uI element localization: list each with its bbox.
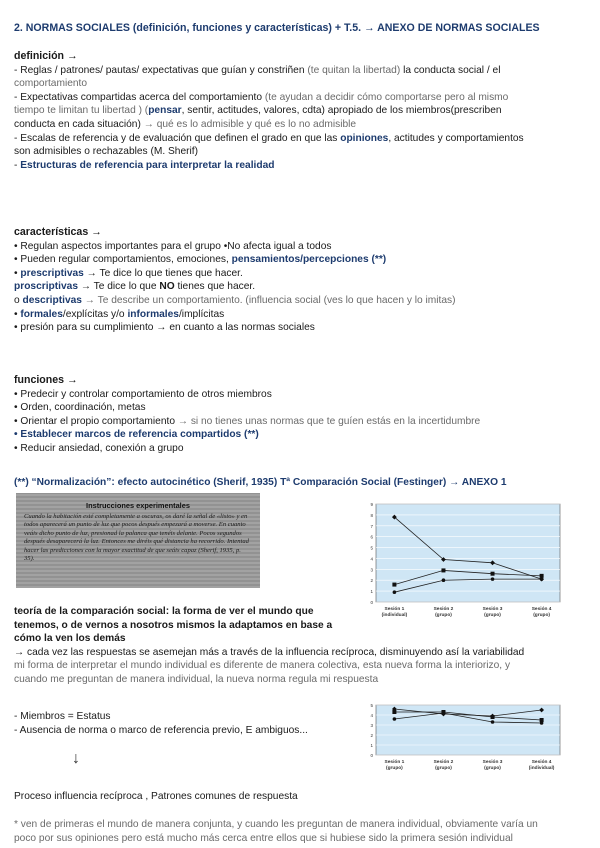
caracteristicas-line-2	[14, 253, 590, 267]
x-tick-label: Sesión 2	[433, 607, 454, 612]
y-tick-label: 5	[370, 545, 373, 551]
x-tick-label: (individual)	[528, 766, 555, 771]
photo-text: Cuando la habitación esté completamente a oscuras, os daré la señal de «listo» y en todos aparecerá un punto de luz que pocos después empezará a moverse. En cuanto veáis dicho punto de luz, presionad la palanca que tenéis delante. Pocos segundos después desaparecerá la luz. Entonces me diréis qué distancia ha recorrido. Intentad hacer las predicciones con la mayor exactitud de que seáis capaz (Sherif, 1935, p. 35).	[24, 513, 249, 563]
miembros-line-2: - Ausencia de norma o marco de referencia previo, E ambiguos...	[14, 724, 308, 736]
caracteristicas-section	[14, 226, 590, 335]
definicion-heading: definición →	[14, 50, 78, 62]
data-point-circle	[442, 711, 446, 715]
teoria-line-1: teoría de la comparación social: la forma de ver el mundo que	[14, 606, 314, 617]
text: descriptivas	[22, 294, 82, 306]
definicion-line-8	[14, 159, 590, 173]
text: NO	[159, 281, 175, 293]
text: → Te dice lo que	[77, 281, 160, 293]
definicion-section	[14, 50, 590, 172]
data-point-square	[392, 583, 396, 587]
data-point-square	[491, 572, 495, 576]
text: → si no tienes unas normas que te guíen estás en la incertidumbre	[177, 415, 481, 427]
note-line-2: poco por sus opiniones pero está mucho más cerca entre ellos que si hubiese sido la primera sesión individual	[14, 832, 513, 844]
text: proscriptivas	[14, 281, 78, 293]
caracteristicas-line-5	[14, 294, 590, 308]
text: -	[14, 159, 21, 171]
teoria-line-5: mi forma de interpretar el mundo individual es diferente de manera colectiva, esta nueva forma la interiorizo, y	[14, 660, 511, 672]
text: informales	[127, 308, 179, 320]
text: formales	[20, 308, 63, 320]
definicion-line-5	[14, 118, 590, 132]
caracteristicas-line-7: • presión para su cumplimiento → en cuanto a las normas sociales	[14, 322, 315, 334]
y-tick-label: 9	[370, 502, 373, 507]
normalizacion-heading: (**) “Normalización”: efecto autocinético (Sherif, 1935) Tª Comparación Social (Festinger) → ANEXO 1	[14, 477, 507, 488]
y-tick-label: 6	[370, 534, 373, 540]
instructions-photo	[16, 493, 260, 588]
definicion-line-7: son admisibles o rechazables (M. Sherif)	[14, 146, 199, 158]
y-tick-label: 7	[370, 523, 373, 529]
text: , actitudes y comportamientos	[388, 132, 524, 144]
x-tick-label: (grupo)	[533, 613, 550, 618]
funciones-section	[14, 374, 590, 456]
miembros-section	[14, 710, 344, 737]
teoria-line-3: cómo la ven los demás	[14, 633, 126, 645]
text: • Orientar el propio comportamiento	[14, 415, 178, 427]
x-tick-label: (grupo)	[386, 766, 403, 771]
teoria-line-6: cuando me preguntan de manera individual, la nueva norma regula mi respuesta	[14, 673, 379, 685]
text: , sentir, actitudes, valores, cdta) apropiado de los miembros(prescriben	[181, 105, 502, 117]
teoria-line-4: → cada vez las respuestas se asemejan más a través de la influencia recíproca, disminuyendo así la variabilidad	[14, 646, 525, 658]
x-tick-label: Sesión 1	[384, 607, 405, 612]
text: la conducta social / el	[400, 64, 501, 76]
x-tick-label: (grupo)	[484, 613, 501, 618]
x-tick-label: (grupo)	[484, 766, 501, 771]
text: pensamientos/percepciones (**)	[231, 254, 387, 266]
text: - Expectativas compartidas acerca del comportamiento	[14, 91, 265, 103]
caracteristicas-line-4	[14, 280, 590, 294]
text: tiempo te limitan tu libertad ) (	[14, 105, 149, 117]
text: → Te describe un comportamiento. (influencia social (ves lo que hacen y lo imitas)	[81, 294, 456, 306]
text: (te quitan la libertad)	[307, 64, 401, 76]
funciones-line-3	[14, 415, 590, 429]
data-point-circle	[491, 720, 495, 724]
note-section	[14, 818, 590, 845]
definicion-line-1	[14, 64, 590, 78]
caracteristicas-heading: características →	[14, 226, 102, 238]
data-point-circle	[393, 717, 397, 721]
plot-area	[376, 504, 560, 602]
y-tick-label: 5	[370, 703, 373, 708]
funciones-line-4: • Establecer marcos de referencia compartidos (**)	[14, 429, 259, 441]
data-point-circle	[393, 590, 397, 594]
text: prescriptivas	[20, 267, 84, 279]
chart-group-to-individual	[364, 702, 564, 772]
text: •	[14, 267, 21, 279]
y-tick-label: 4	[370, 556, 373, 562]
text: - Escalas de referencia y de evaluación que definen el grado en que las	[14, 132, 341, 144]
funciones-line-2: • Orden, coordinación, metas	[14, 402, 146, 414]
text: opiniones	[340, 132, 389, 144]
x-tick-label: Sesión 1	[384, 760, 405, 765]
text: → qué es lo admisible y qué es lo no admisible	[143, 118, 357, 130]
funciones-line-1: • Predecir y controlar comportamiento de otros miembros	[14, 388, 272, 400]
y-tick-label: 3	[370, 567, 373, 573]
funciones-line-5: • Reducir ansiedad, conexión a grupo	[14, 442, 184, 454]
y-tick-label: 0	[370, 600, 373, 605]
data-point-square	[540, 574, 544, 578]
definicion-line-2: comportamiento	[14, 78, 88, 90]
y-tick-label: 1	[370, 589, 373, 595]
text: - Reglas / patrones/ pautas/ expectativas que guían y constriñen	[14, 64, 308, 76]
y-tick-label: 0	[370, 753, 373, 758]
x-tick-label: Sesión 3	[482, 607, 503, 612]
plot-area	[376, 705, 560, 755]
miembros-line-1: - Miembros = Estatus	[14, 711, 111, 722]
y-tick-label: 3	[370, 723, 373, 728]
y-tick-label: 8	[370, 512, 373, 518]
data-point-square	[441, 568, 445, 572]
text: o	[14, 294, 23, 306]
text: • Pueden regular comportamientos, emociones,	[14, 254, 232, 266]
x-tick-label: Sesión 3	[482, 760, 503, 765]
x-tick-label: Sesión 4	[531, 760, 552, 765]
page-title: 2. NORMAS SOCIALES (definición, funciones y características) + T.5. → ANEXO DE NORMAS SOCIALES	[14, 22, 540, 34]
data-point-square	[392, 710, 396, 714]
data-point-square	[491, 715, 495, 719]
x-tick-label: Sesión 2	[433, 760, 454, 765]
caracteristicas-line-1: • Regulan aspectos importantes para el grupo •No afecta igual a todos	[14, 240, 332, 252]
definicion-line-6	[14, 132, 590, 146]
data-point-circle	[540, 721, 544, 725]
caracteristicas-line-6	[14, 308, 590, 322]
data-point-circle	[540, 577, 544, 581]
photo-title: Instrucciones experimentales	[86, 501, 190, 510]
data-point-circle	[491, 577, 495, 581]
data-point-circle	[442, 578, 446, 582]
definicion-line-3	[14, 91, 590, 105]
text: Estructuras de referencia para interpretar la realidad	[20, 159, 275, 171]
text: •	[14, 308, 21, 320]
y-tick-label: 2	[370, 578, 373, 584]
text: conducta en cada situación)	[14, 118, 144, 130]
funciones-heading: funciones →	[14, 374, 78, 386]
x-tick-label: (grupo)	[435, 766, 452, 771]
text: (te ayudan a decidir cómo comportarse pero al mismo	[264, 91, 509, 103]
y-tick-label: 4	[370, 713, 373, 718]
x-tick-label: (grupo)	[435, 613, 452, 618]
note-line-1: * ven de primeras el mundo de manera conjunta, y cuando les preguntan de manera individual, obviamente varía un	[14, 819, 538, 830]
text: /implícitas	[178, 308, 225, 320]
x-tick-label: (individual)	[381, 613, 408, 618]
teoria-section	[14, 605, 590, 687]
text: pensar	[148, 105, 182, 117]
text: tienes que hacer.	[174, 281, 256, 293]
proceso-line: Proceso influencia recíproca , Patrones comunes de respuesta	[14, 791, 298, 802]
text: /explícitas y/o	[62, 308, 128, 320]
x-tick-label: Sesión 4	[531, 607, 552, 612]
y-tick-label: 1	[370, 743, 373, 748]
text: → Te dice lo que tienes que hacer.	[83, 267, 243, 279]
teoria-line-2: tenemos, o de vernos a nosotros mismos la adaptamos en base a	[14, 619, 333, 631]
caracteristicas-line-3	[14, 267, 590, 281]
definicion-line-4	[14, 104, 590, 118]
down-arrow-icon: ↓	[72, 750, 80, 767]
y-tick-label: 2	[370, 733, 373, 738]
